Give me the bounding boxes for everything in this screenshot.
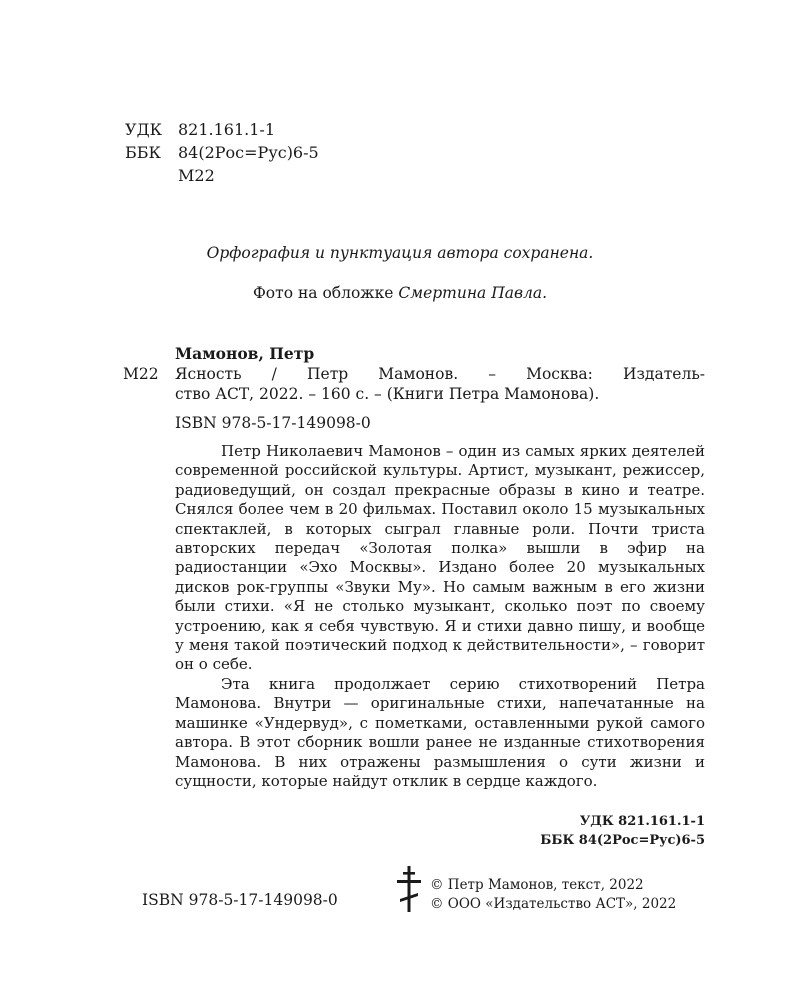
- udk-row: [125, 118, 319, 141]
- bbk-value: 84(2Рос=Рус)6-5: [178, 143, 319, 162]
- annotation-paragraph-2: Эта книга продолжает серию стихотворений Петра Мамонова. Внутри — оригинальные стихи, напечатанные на машинке «Ундервуд», с пометками, оставленными рукой самого автора. В этот сборник вошли ранее не изданные стихотворения Мамонова. В них отражены размышления о сути жизни и сущности, которые найдут отклик в сердце каждого.: [175, 674, 705, 790]
- udk-label: УДК: [125, 120, 162, 139]
- catalog-reference: [175, 364, 705, 404]
- bbk-label: ББК: [125, 143, 161, 162]
- reference-line-1: Ясность / Петр Мамонов. – Москва: Издатель-: [175, 365, 705, 383]
- copyright-block: [430, 876, 676, 914]
- author-mark-row: [125, 164, 319, 187]
- annotation: [175, 442, 705, 791]
- annotation-paragraph-1: Петр Николаевич Мамонов – один из самых ярких деятелей современной российской культуры. Артист, музыкант, режиссер, радиоведущий, он создал прекрасные образы в кино и театре. Снялся более чем в 20 фильмах. Поставил около 15 музыкальных спектаклей, в которых сыграл главные роли. Почти триста авторских передач «Золотая полка» вышли в эфир на радиостанции «Эхо Москвы». Издано более 20 музыкальных дисков рок-группы «Звуки Му». Но самым важным в его жизни были стихи. «Я не столько музыкант, сколько поэт по своему устроению, как я себя чувствую. Я и стихи давно пишу, и вообще у меня такой поэтический подход к действительности», – говорит он о себе.: [175, 442, 705, 674]
- footer-isbn: ISBN 978-5-17-149098-0: [142, 891, 338, 909]
- author-mark: М22: [178, 166, 215, 185]
- bottom-bbk: ББК 84(2Рос=Рус)6-5: [540, 833, 705, 848]
- bbk-row: [125, 141, 319, 164]
- cover-photo-prefix: Фото на обложке: [252, 284, 399, 302]
- cover-photo-note: [0, 284, 800, 302]
- cover-photo-author: Смертина Павла.: [398, 284, 548, 302]
- catalog-mark: М22: [123, 365, 159, 383]
- bottom-codes: [540, 812, 705, 850]
- copyright-author: © Петр Мамонов, текст, 2022: [430, 877, 644, 893]
- bottom-udk: УДК 821.161.1-1: [579, 814, 705, 829]
- catalog-isbn: ISBN 978-5-17-149098-0: [175, 414, 371, 432]
- reference-line-2: ство АСТ, 2022. – 160 с. – (Книги Петра Мамонова).: [175, 385, 600, 403]
- copyright-publisher: © ООО «Издательство АСТ», 2022: [430, 896, 677, 912]
- udk-value: 821.161.1-1: [178, 120, 276, 139]
- classification-codes: [125, 118, 319, 187]
- catalog-author: Мамонов, Петр: [175, 344, 315, 363]
- orthography-note: Орфография и пунктуация автора сохранена.: [206, 244, 594, 262]
- orthodox-cross-icon: [396, 866, 422, 912]
